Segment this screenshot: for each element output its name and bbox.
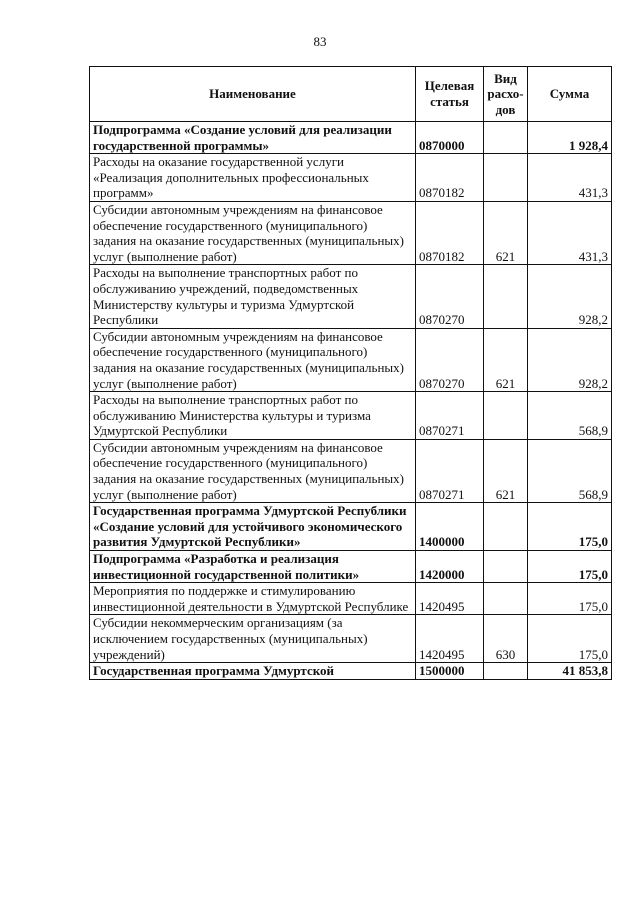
row-sum-cell: 928,2: [528, 265, 612, 328]
row-code-cell: 1420495: [416, 583, 484, 615]
row-name-cell: Расходы на выполнение транспортных работ по обслуживанию учреждений, подведомственных Министерству культуры и туризма Удмуртской Республики: [90, 265, 416, 328]
row-sum-cell: 568,9: [528, 439, 612, 502]
header-sum: Сумма: [528, 67, 612, 122]
row-code-cell: 1500000: [416, 663, 484, 680]
table-header-row: [90, 67, 612, 122]
row-type-cell: [484, 551, 528, 583]
row-name-cell: Государственная программа Удмуртской Республики «Создание условий для устойчивого экономического развития Удмуртской Республики»: [90, 503, 416, 551]
row-sum-cell: 175,0: [528, 503, 612, 551]
table-row: [90, 154, 612, 202]
row-sum-cell: 928,2: [528, 328, 612, 391]
row-sum-cell: 431,3: [528, 154, 612, 202]
table-row: [90, 615, 612, 663]
table-row: [90, 328, 612, 391]
row-code-cell: 1420495: [416, 615, 484, 663]
table-row: [90, 551, 612, 583]
row-code-cell: 0870271: [416, 439, 484, 502]
row-name-cell: Субсидии автономным учреждениям на финансовое обеспечение государственного (муниципального) задания на оказание государственных (муниципальных) услуг (выполнение работ): [90, 201, 416, 264]
row-type-cell: [484, 392, 528, 440]
table-row: [90, 583, 612, 615]
row-sum-cell: 175,0: [528, 551, 612, 583]
row-type-cell: 621: [484, 201, 528, 264]
row-type-cell: [484, 265, 528, 328]
table-row: [90, 392, 612, 440]
row-sum-cell: 1 928,4: [528, 122, 612, 154]
row-name-cell: Мероприятия по поддержке и стимулированию инвестиционной деятельности в Удмуртской Республике: [90, 583, 416, 615]
row-type-cell: 630: [484, 615, 528, 663]
row-name-cell: Субсидии автономным учреждениям на финансовое обеспечение государственного (муниципального) задания на оказание государственных (муниципальных) услуг (выполнение работ): [90, 328, 416, 391]
row-name-cell: Субсидии автономным учреждениям на финансовое обеспечение государственного (муниципального) задания на оказание государственных (муниципальных) услуг (выполнение работ): [90, 439, 416, 502]
row-name-cell: Субсидии некоммерческим организациям (за исключением государственных (муниципальных) учреждений): [90, 615, 416, 663]
row-name-cell: Расходы на оказание государственной услуги «Реализация дополнительных профессиональных программ»: [90, 154, 416, 202]
header-type: Вид расхо-дов: [484, 67, 528, 122]
row-name-cell: Подпрограмма «Создание условий для реализации государственной программы»: [90, 122, 416, 154]
row-type-cell: 621: [484, 328, 528, 391]
table-row: [90, 439, 612, 502]
row-code-cell: 0870182: [416, 154, 484, 202]
table-row: [90, 265, 612, 328]
row-sum-cell: 41 853,8: [528, 663, 612, 680]
row-sum-cell: 568,9: [528, 392, 612, 440]
table-row: [90, 201, 612, 264]
row-code-cell: 0870271: [416, 392, 484, 440]
row-code-cell: 1420000: [416, 551, 484, 583]
row-code-cell: 0870270: [416, 265, 484, 328]
row-type-cell: [484, 503, 528, 551]
row-type-cell: [484, 154, 528, 202]
page-number: 83: [313, 34, 327, 49]
row-code-cell: 0870270: [416, 328, 484, 391]
row-type-cell: [484, 663, 528, 680]
row-type-cell: [484, 122, 528, 154]
row-sum-cell: 431,3: [528, 201, 612, 264]
row-code-cell: 1400000: [416, 503, 484, 551]
table-row: [90, 122, 612, 154]
row-type-cell: [484, 583, 528, 615]
row-sum-cell: 175,0: [528, 615, 612, 663]
budget-table: [89, 66, 612, 680]
table-row: [90, 503, 612, 551]
row-code-cell: 0870182: [416, 201, 484, 264]
row-name-cell: Государственная программа Удмуртской: [90, 663, 416, 680]
header-code: Целевая статья: [416, 67, 484, 122]
table-row: [90, 663, 612, 680]
row-sum-cell: 175,0: [528, 583, 612, 615]
row-name-cell: Расходы на выполнение транспортных работ по обслуживанию Министерства культуры и туризма Удмуртской Республики: [90, 392, 416, 440]
header-name: Наименование: [90, 67, 416, 122]
row-code-cell: 0870000: [416, 122, 484, 154]
row-type-cell: 621: [484, 439, 528, 502]
row-name-cell: Подпрограмма «Разработка и реализация инвестиционной государственной политики»: [90, 551, 416, 583]
